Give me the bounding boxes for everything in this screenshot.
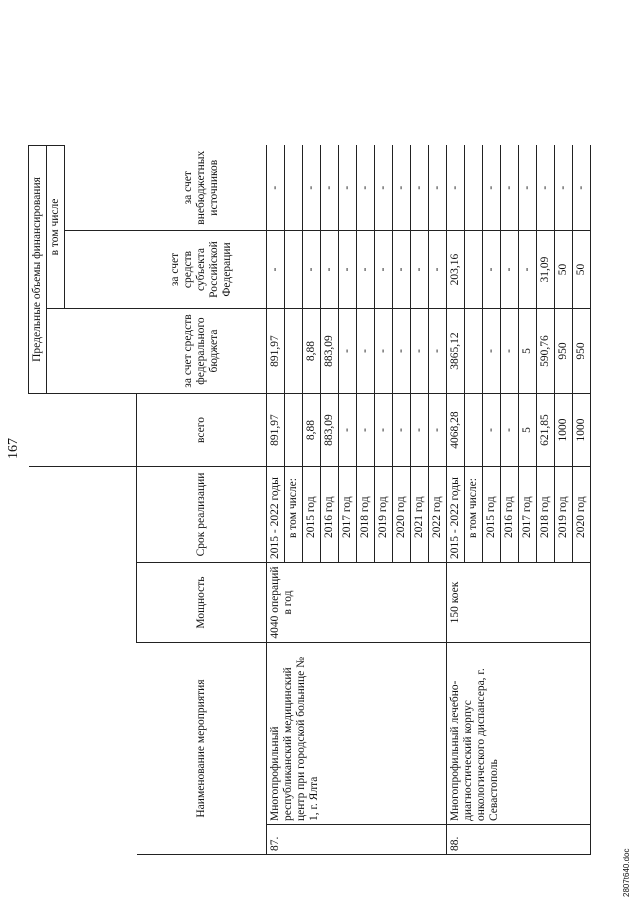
table-row: 2017 год 5 5 - - bbox=[519, 146, 537, 855]
period-header: Срок реализации bbox=[137, 467, 267, 563]
entry-total: 4068,28 bbox=[447, 394, 465, 467]
extra-header: за счет внебюджетных источников bbox=[137, 146, 267, 231]
financing-table bbox=[28, 145, 591, 855]
footer-filename: 2807t640.doc bbox=[622, 848, 631, 897]
table-row: 2018 год 621,85 590,76 31,09 - bbox=[537, 146, 555, 855]
entry-88 bbox=[447, 146, 591, 855]
entry-number: 87. bbox=[267, 825, 447, 855]
limits-header: Предельные объемы финансирования bbox=[29, 146, 47, 394]
power-header: Мощность bbox=[137, 563, 267, 643]
table-row: 2019 год - - - - bbox=[375, 146, 393, 855]
incl-label: в том числе: bbox=[465, 467, 483, 563]
entry-total: 891,97 bbox=[267, 394, 285, 467]
entry-subject: - bbox=[267, 231, 285, 309]
table-row: 2016 год 883,09 883,09 - - bbox=[321, 146, 339, 855]
total-header: всего bbox=[137, 394, 267, 467]
entry-extra: - bbox=[447, 146, 465, 231]
table-row: 2022 год - - - - bbox=[429, 146, 447, 855]
entry-period: 2015 - 2022 годы bbox=[447, 467, 465, 563]
subject-header: за счет средств субъекта Российской Федерации bbox=[137, 231, 267, 309]
entry-power: 150 коек bbox=[447, 563, 591, 643]
entry-subject: 203,16 bbox=[447, 231, 465, 309]
table-row: 2021 год - - - - bbox=[411, 146, 429, 855]
table-row: 2018 год - - - - bbox=[357, 146, 375, 855]
page-number: 167 bbox=[6, 438, 21, 459]
table-row: 2019 год 1000 950 50 - bbox=[555, 146, 573, 855]
entry-power: 4040 операций в год bbox=[267, 563, 447, 643]
name-header: Наименование мероприятия bbox=[137, 643, 267, 855]
incl-label: в том числе: bbox=[285, 467, 303, 563]
entry-period: 2015 - 2022 годы bbox=[267, 467, 285, 563]
entry-federal: 3865,12 bbox=[447, 309, 465, 394]
table-row: 2020 год 1000 950 50 - bbox=[573, 146, 591, 855]
federal-header: за счет средств федерального бюджета bbox=[137, 309, 267, 394]
entry-federal: 891,97 bbox=[267, 309, 285, 394]
entry-number: 88. bbox=[447, 825, 591, 855]
table-row: 2016 год - - - - bbox=[501, 146, 519, 855]
entry-name: Многопрофильный республиканский медицинский центр при городской больнице № 1, г. Ялта bbox=[267, 643, 447, 825]
table-row: 2017 год - - - - bbox=[339, 146, 357, 855]
entry-extra: - bbox=[267, 146, 285, 231]
table-header bbox=[29, 146, 267, 855]
table-row: 2015 год - - - - bbox=[483, 146, 501, 855]
entry-name: Многопрофильный лечебно-диагностический корпус онкологического диспансера, г. Севастополь bbox=[447, 643, 591, 825]
table-row: 2015 год 8,88 8,88 - - bbox=[303, 146, 321, 855]
table-row: 2020 год - - - - bbox=[393, 146, 411, 855]
incl-header: в том числе bbox=[47, 146, 65, 309]
entry-87 bbox=[267, 146, 447, 855]
